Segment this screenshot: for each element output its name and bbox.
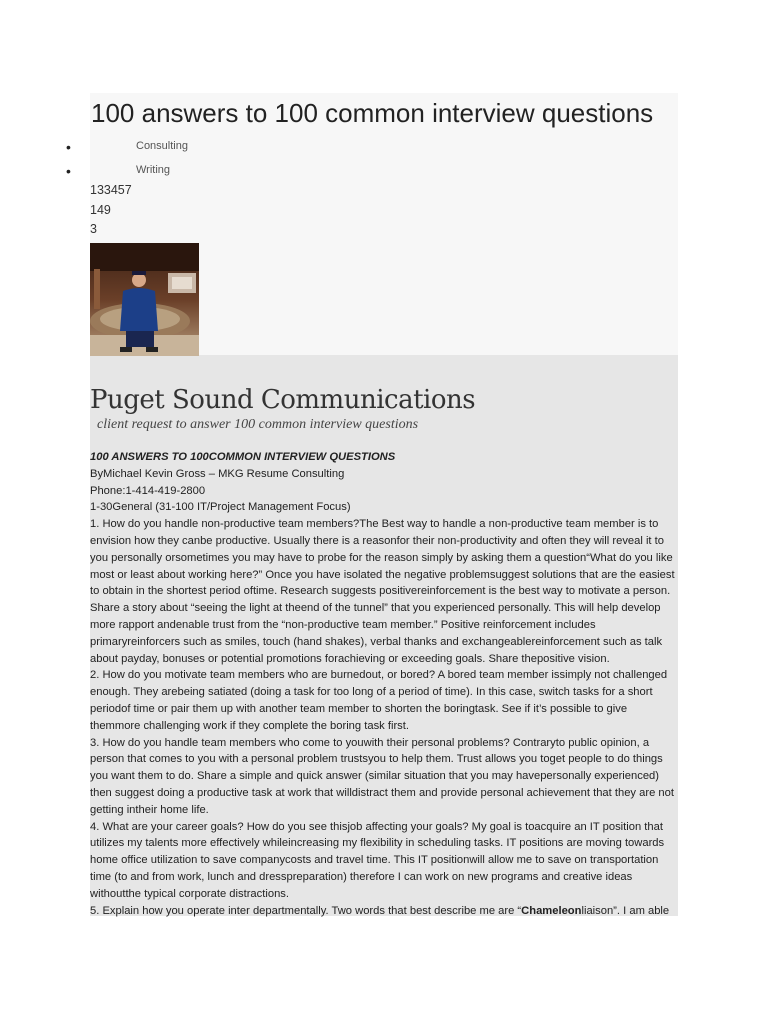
question-5-start: 5. Explain how you operate inter departmentally. Two words that best describe me are “ [90,904,522,917]
question-4: 4. What are your career goals? How do you see thisjob affecting your goals? My goal is toacquire an IT position that utilizes my talents more effectively whileincreasing my flexibility in scheduling tasks. IT positions are moving towards home office utilization to save companycosts and travel time. This IT positionwill allow me to save on transportation time (to and from work, lunch and dresspreparation) therefore I can work on new programs and creative ideas withoutthe typical corporate distractions. [90,820,665,900]
document-byline: ByMichael Kevin Gross – MKG Resume Consulting [90,467,345,480]
stats-block [90,181,132,240]
tag-writing[interactable]: Writing [136,164,171,176]
document-phone: Phone:1-414-419-2800 [90,484,206,497]
author-photo[interactable] [90,243,199,356]
question-2: 2. How do you motivate team members who are burnedout, or bored? A bored team member issimply not challenged enough. They arebeing satiated (doing a task for too long of a period of time). In this case, switch tasks for a short periodof time or pair them up with another team member to shorten the boringtask. See if it’s possible to give themmore challenging work if they complete the boring task first. [90,669,668,732]
document-body [90,449,680,919]
document-heading: 100 ANSWERS TO 100COMMON INTERVIEW QUESTIONS [90,451,396,463]
author-photo-image [90,243,199,356]
question-1: 1. How do you handle non-productive team members?The Best way to handle a non-productive team member is to envision how they canbe productive. Usually there is a reasonfor their non-productivity and often they will reveal it to you personally orsometimes you may have to probe for the reason simply by asking them a question“What do you like most or least about working here?” Once you have isolated the negative problemsuggest solutions that are the easiest to obtain in the shortest period oftime. Research suggests positivereinforcement is the best way to motivate a person. Share a story about “seeing the light at theend of the tunnel” that you experienced personally. This will help develop more rapport andenable trust from the “non-productive team member.” Positive reinforcement includes primaryreinforcers such as smiles, touch (hand shakes), verbal thanks and exchangeablereinforcement such as talk about payday, bonuses or potential promotions forachieving or exceeding goals. Share thepositive vision. [90,518,675,665]
tag-consulting[interactable]: Consulting [136,140,188,152]
stat-views: 133457 [90,183,132,197]
bullet-icon: • [66,139,71,155]
publisher-tagline: client request to answer 100 common interview questions [97,417,419,432]
question-3: 3. How do you handle team members who come to youwith their personal problems? Contraryto public opinion, a person that comes to you with a personal problem trustsyou to help them. Trust allows you toget people to do things you want them to do. Share a simple and quick answer (similar situation that you may havepersonally experienced) then suggest doing a productive task at work that willdistract them and provide personal achievement that they are not getting intheir home life. [90,736,674,816]
question-5-end: liaison”. I am able [581,904,670,917]
page-title: 100 answers to 100 common interview questions [91,98,654,128]
question-5 [90,903,680,920]
stat-likes: 149 [90,202,111,217]
question-5-bold: Chameleon [521,904,582,917]
stat-comments: 3 [90,222,97,236]
document-range: 1-30General (31-100 IT/Project Management Focus) [90,501,351,514]
publisher-name: Puget Sound Communications [90,385,476,415]
bullet-icon: • [66,163,71,179]
